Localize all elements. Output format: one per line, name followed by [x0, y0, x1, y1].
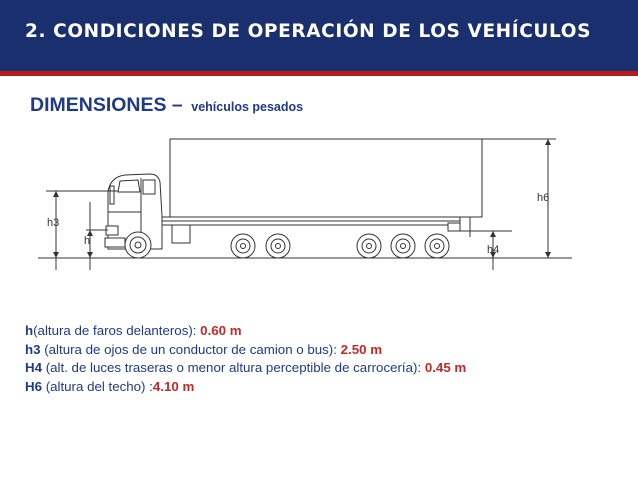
label-h6: h6 [537, 192, 550, 204]
rear-wheel [266, 234, 290, 258]
definition-h3: h3 (altura de ojos de un conductor de camion o bus): 2.50 m [25, 341, 383, 357]
front-bumper [105, 238, 125, 247]
definition-h6: H6 (altura del techo) :4.10 m [25, 378, 195, 394]
header-bar [0, 0, 638, 76]
label-h: h [84, 235, 91, 247]
front-wheel [125, 232, 151, 258]
rear-wheel [231, 234, 255, 258]
label-h4: h4 [487, 244, 500, 256]
definition-h: h(altura de faros delanteros): 0.60 m [25, 323, 242, 338]
rear-light [448, 223, 460, 231]
section-title: DIMENSIONES – [30, 94, 183, 116]
slide-title: 2. CONDICIONES DE OPERACIÓN DE LOS VEHÍCULOS [25, 21, 592, 42]
rear-wheel [425, 234, 449, 258]
truck-dimension-diagram [0, 130, 638, 280]
fuel-tank [172, 225, 190, 243]
definition-h4: H4 (alt. de luces traseras o menor altura perceptible de carrocería): 0.45 m [25, 360, 467, 375]
header-accent-line [0, 71, 638, 76]
rear-wheel [391, 234, 415, 258]
section-heading [30, 94, 303, 117]
dimension-definitions [25, 322, 466, 396]
label-h3: h3 [47, 217, 60, 229]
rear-wheel [357, 234, 381, 258]
cargo-box [170, 139, 482, 217]
section-subtitle: vehículos pesados [191, 100, 304, 114]
